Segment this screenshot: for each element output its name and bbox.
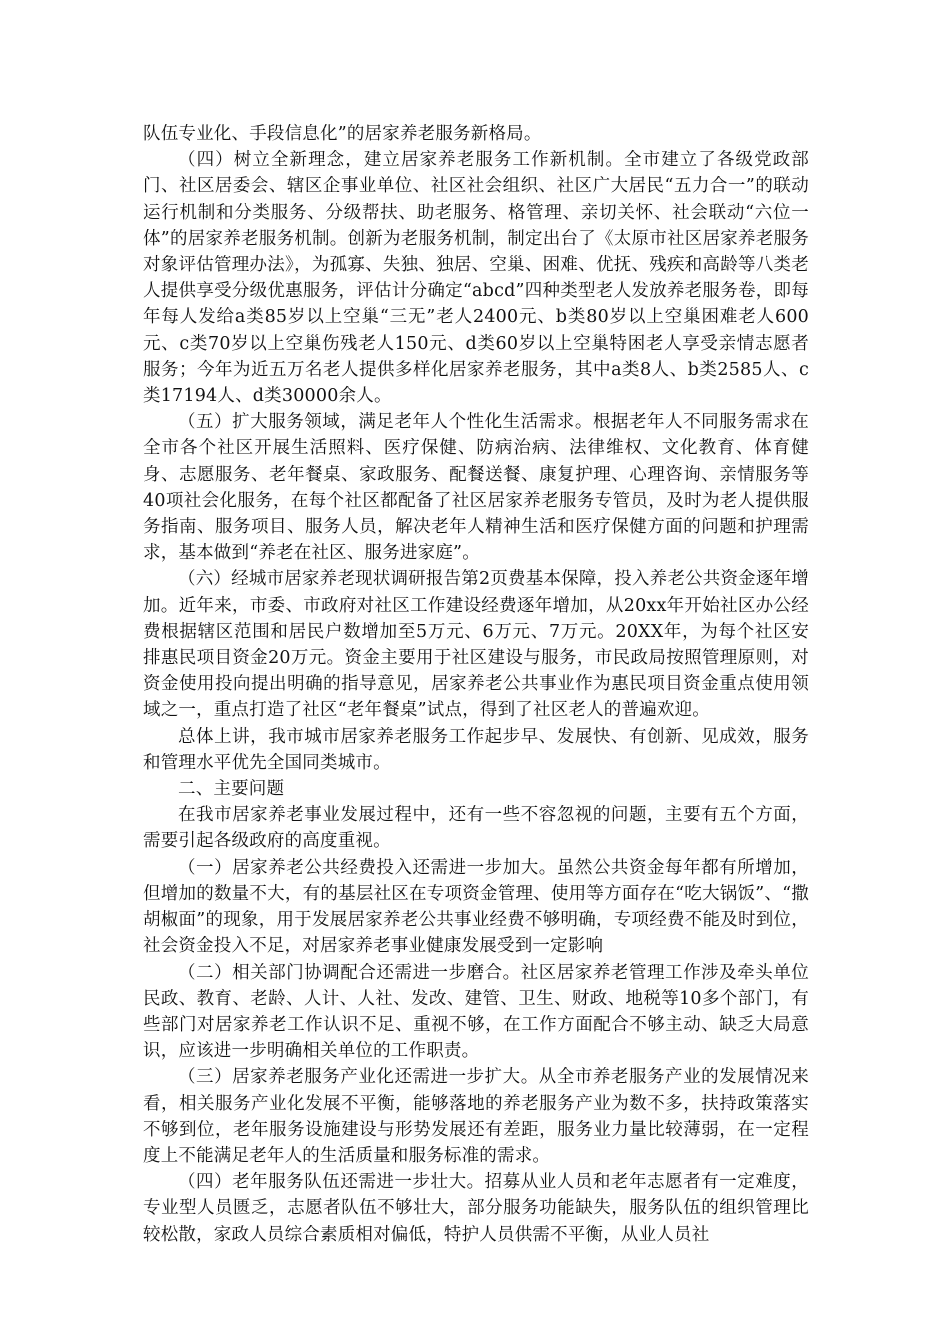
- paragraph-summary: 总体上讲，我市城市居家养老服务工作起步早、发展快、有创新、见成效，服务和管理水平优先全国同类城市。: [143, 726, 809, 773]
- paragraph-problem-4-workforce: （四）老年服务队伍还需进一步壮大。招募从业人员和老年志愿者有一定难度，专业型人员匮乏，志愿者队伍不够壮大，部分服务功能缺失，服务队伍的组织管理比较松散，家政人员综合素质相对偏低，特护人员供需不平衡，从业人员社: [143, 1172, 809, 1245]
- section-heading-main-problems: 二、主要问题: [178, 779, 285, 800]
- paragraph-section-5-service-scope: （五）扩大服务领域，满足老年人个性化生活需求。根据老年人不同服务需求在全市各个社区开展生活照料、医疗保健、防病治病、法律维权、文化教育、体育健身、志愿服务、老年餐桌、家政服务、配餐送餐、康复护理、心理咨询、亲情服务等40项社会化服务，在每个社区都配备了社区居家养老服务专管员，及时为老人提供服务指南、服务项目、服务人员，解决老年人精神生活和医疗保健方面的问题和护理需求，基本做到“养老在社区、服务进家庭”。: [143, 412, 809, 564]
- paragraph-section-4-mechanism: （四）树立全新理念，建立居家养老服务工作新机制。全市建立了各级党政部门、社区居委会、辖区企事业单位、社区社会组织、社区广大居民“五力合一”的联动运行机制和分类服务、分级帮扶、助老服务、格管理、亲切关怀、社会联动“六位一体”的居家养老服务机制。创新为老服务机制，制定出台了《太原市社区居家养老服务对象评估管理办法》，为孤寡、失独、独居、空巢、困难、优抚、残疾和高龄等八类老人提供享受分级优惠服务，评估计分确定“abcd”四种类型老人发放养老服务卷，即每年每人发给a类85岁以上空巢“三无”老人2400元、b类80岁以上空巢困难老人600元、c类70岁以上空巢伤残老人150元、d类60岁以上空巢特困老人享受亲情志愿者服务；今年为近五万名老人提供多样化居家养老服务，其中a类8人、b类2585人、c类17194人、d类30000余人。: [143, 150, 809, 407]
- paragraph-problem-1-funding: （一）居家养老公共经费投入还需进一步加大。虽然公共资金每年都有所增加，但增加的数量不大，有的基层社区在专项资金管理、使用等方面存在“吃大锅饭”、“撒胡椒面”的现象，用于发展居家养老公共事业经费不够明确，专项经费不能及时到位，社会资金投入不足，对居家养老事业健康发展受到一定影响: [143, 857, 809, 957]
- paragraph-continuation: 队伍专业化、手段信息化”的居家养老服务新格局。: [143, 124, 542, 144]
- paragraph-problem-3-industry: （三）居家养老服务产业化还需进一步扩大。从全市养老服务产业的发展情况来看，相关服务产业化发展不平衡，能够落地的养老服务产业为数不多，扶持政策落实不够到位，老年服务设施建设与形势发展还有差距，服务业力量比较薄弱，在一定程度上不能满足老年人的生活质量和服务标准的需求。: [143, 1067, 809, 1166]
- paragraph-problems-intro: 在我市居家养老事业发展过程中，还有一些不容忽视的问题，主要有五个方面，需要引起各级政府的高度重视。: [143, 805, 809, 852]
- document-body: [143, 121, 809, 1248]
- paragraph-problem-2-coordination: （二）相关部门协调配合还需进一步磨合。社区居家养老管理工作涉及牵头单位民政、教育、老龄、人计、人社、发改、建管、卫生、财政、地税等10多个部门，有些部门对居家养老工作认识不足、重视不够，在工作方面配合不够主动、缺乏大局意识，应该进一步明确相关单位的工作职责。: [143, 962, 809, 1062]
- paragraph-section-6-funding: （六）经城市居家养老现状调研报告第2页费基本保障，投入养老公共资金逐年增加。近年来，市委、市政府对社区工作建设经费逐年增加，从20xx年开始社区办公经费根据辖区范围和居民户数增加至5万元、6万元、7万元。20XX年，为每个社区安排惠民项目资金20万元。资金主要用于社区建设与服务，市民政局按照管理原则，对资金使用投向提出明确的指导意见，居家养老公共事业作为惠民项目资金重点使用领域之一，重点打造了社区“老年餐桌”试点，得到了社区老人的普遍欢迎。: [143, 569, 809, 721]
